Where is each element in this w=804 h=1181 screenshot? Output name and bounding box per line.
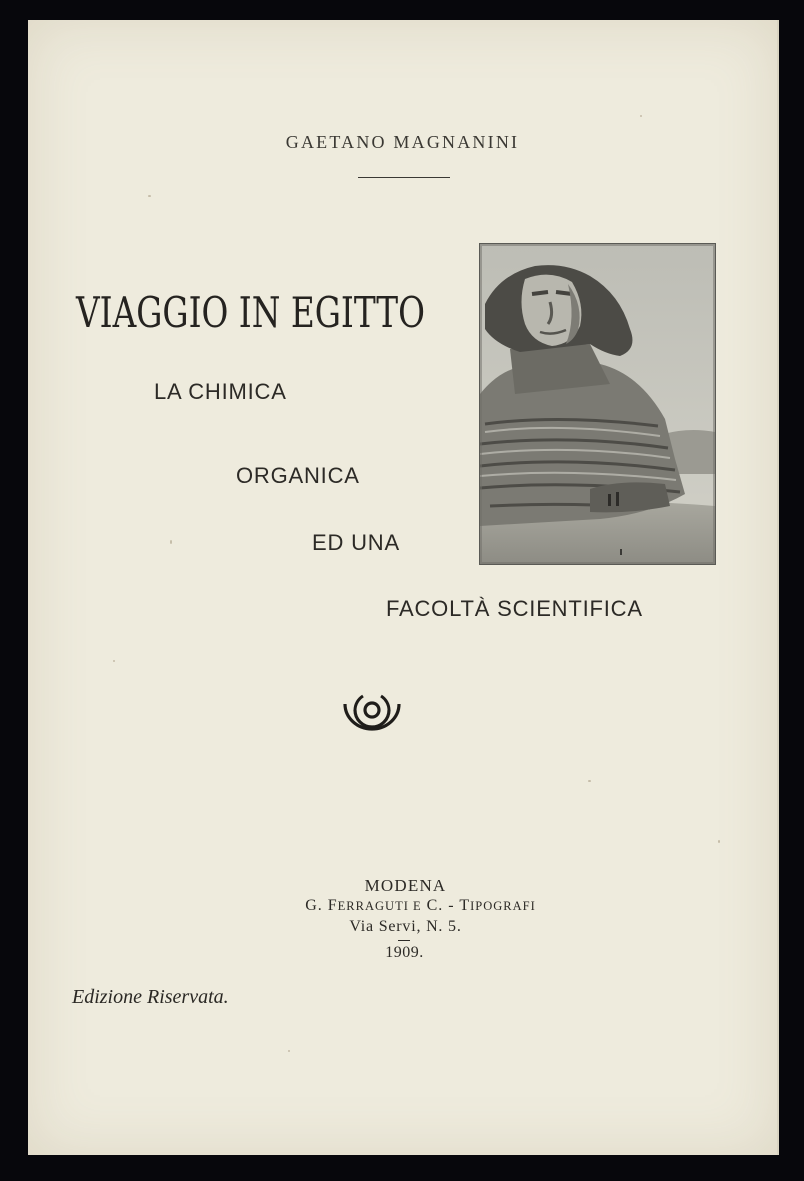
subtitle-line-3: ED UNA bbox=[312, 530, 400, 555]
paper-speck bbox=[288, 1050, 290, 1052]
booklet-cover bbox=[28, 20, 779, 1155]
imprint-year: 1909. bbox=[385, 944, 424, 961]
printer-trade-smallcaps: IPOGRAFI bbox=[470, 899, 536, 913]
edition-note: Edizione Riservata. bbox=[72, 986, 229, 1008]
paper-speck bbox=[170, 540, 172, 544]
author-rule bbox=[358, 177, 450, 178]
paper-speck bbox=[588, 780, 591, 782]
paper-speck bbox=[148, 195, 151, 197]
sphinx-photo bbox=[479, 243, 716, 565]
printer-initial: G. F bbox=[305, 897, 338, 914]
subtitle-line-2: ORGANICA bbox=[236, 463, 360, 488]
author-name: GAETANO MAGNANINI bbox=[285, 132, 520, 152]
printer-c: C. - T bbox=[421, 897, 471, 914]
printer-name-smallcaps: ERRAGUTI E bbox=[337, 899, 422, 913]
imprint-city: MODENA bbox=[364, 876, 447, 895]
paper-speck bbox=[113, 660, 115, 662]
subtitle-line-1: LA CHIMICA bbox=[154, 379, 287, 404]
concentric-circle-ornament-icon bbox=[341, 688, 403, 741]
imprint-dash bbox=[398, 940, 410, 941]
imprint-address: Via Servi, N. 5. bbox=[349, 918, 462, 935]
paper-speck bbox=[640, 115, 642, 117]
book-title: VIAGGIO IN EGITTO bbox=[76, 288, 426, 337]
subtitle-line-4: FACOLTÀ SCIENTIFICA bbox=[386, 596, 643, 621]
paper-speck bbox=[718, 840, 720, 843]
imprint-printer bbox=[46, 897, 779, 915]
